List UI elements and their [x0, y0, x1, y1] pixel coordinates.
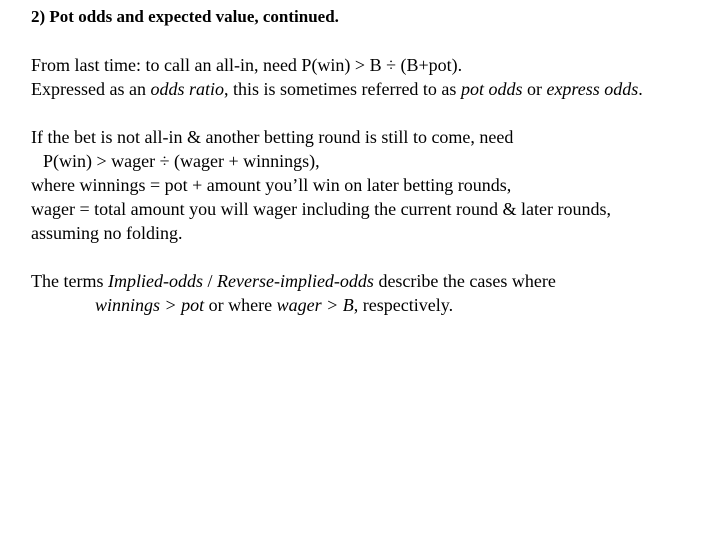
- text-segment: , this is sometimes referred to as: [223, 79, 461, 99]
- para3-line1: [31, 269, 556, 293]
- term-pot-odds: pot odds: [460, 79, 523, 99]
- text-segment: , respectively.: [353, 295, 454, 315]
- term-implied-odds: Implied-odds: [107, 271, 203, 291]
- text-segment: or where: [204, 295, 277, 315]
- para2-formula: P(win) > wager ÷ (wager + winnings),: [43, 151, 320, 171]
- term-reverse-implied-odds: Reverse-implied-odds: [216, 271, 374, 291]
- para2-line5: assuming no folding.: [31, 223, 183, 243]
- para2-line3: where winnings = pot + amount you’ll win on later betting rounds,: [31, 175, 512, 195]
- condition-wager-gt-b: wager > B: [276, 295, 354, 315]
- term-odds-ratio: odds ratio: [150, 79, 224, 99]
- para1-line2: [31, 77, 643, 101]
- text-segment: or: [522, 79, 547, 99]
- para2-line1: If the bet is not all-in & another betting round is still to come, need: [31, 127, 514, 147]
- slide-title: 2) Pot odds and expected value, continued.: [31, 7, 339, 26]
- term-express-odds: express odds: [546, 79, 639, 99]
- para1-line1: From last time: to call an all-in, need P(win) > B ÷ (B+pot).: [31, 55, 463, 75]
- text-segment: The terms: [31, 271, 108, 291]
- para3-line2: [95, 293, 453, 317]
- text-segment: describe the cases where: [373, 271, 556, 291]
- para2-line4: wager = total amount you will wager including the current round & later rounds,: [31, 199, 611, 219]
- text-segment: /: [202, 271, 217, 291]
- condition-winnings-gt-pot: winnings > pot: [95, 295, 205, 315]
- text-segment: .: [638, 79, 643, 99]
- text-segment: Expressed as an: [31, 79, 151, 99]
